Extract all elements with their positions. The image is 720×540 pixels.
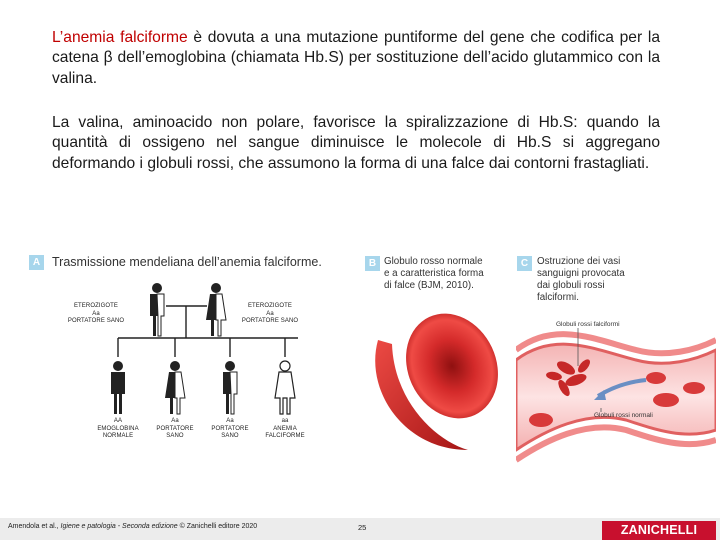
parent-left-label: ETEROZIGOTE Aa PORTATORE SANO [67,303,125,324]
child-carrier-male-figure [223,361,237,414]
intro-text: è dovuta a una mutazione puntiforme del gene che codifica per la catena β dell’emoglobina (chiamata Hb.S) per sostituzione dell’acido glutammico con la valina. [52,29,660,87]
parent-female-figure [206,283,226,336]
zanichelli-logo: ZANICHELLI [602,521,716,540]
child-sickle-female-figure [275,361,295,414]
panel-a-caption: Trasmissione mendeliana dell’anemia falciforme. [52,255,322,269]
child-carrier-female-figure [165,361,185,414]
term-highlight: L’anemia falciforme [52,29,188,46]
parent-right-label: ETEROZIGOTE Aa PORTATORE SANO [241,303,299,324]
red-blood-cells-illustration [364,300,512,480]
child-2-label: Aa PORTATORE SANO [156,418,194,439]
child-1-label: AA EMOGLOBINA NORMALE [97,418,139,439]
panel-a-tag: A [29,255,44,270]
child-4-label: aa ANEMIA FALCIFORME [265,418,305,439]
child-aa-normal-figure [111,361,125,414]
panel-c-caption: Ostruzione dei vasi sanguigni provocata dai globuli rossi falciformi. [537,256,625,303]
parent-male-figure [150,283,164,336]
page-number: 25 [358,523,367,532]
valina-paragraph: La valina, aminoacido non polare, favorisce la spiralizzazione di Hb.S: quando la quantità di ossigeno nel sangue diminuisce le molecole di Hb.S si aggregano deformando i globuli rossi, che assumono la forma di una falce dai contorni frastagliati. [52,114,660,172]
label-normal-cells: Globuli rossi normali [594,412,653,419]
panel-c-tag: C [517,256,532,271]
intro-paragraph [52,28,660,89]
footer-citation: Amendola et al., Igiene e patologia - Seconda edizione © Zanichelli editore 2020 [8,523,258,530]
label-sickle-cells: Globuli rossi falciformi [556,321,620,328]
child-3-label: Aa PORTATORE SANO [211,418,249,439]
panel-b-caption: Globulo rosso normale e a caratteristica forma di falce (BJM, 2010). [384,256,484,291]
panel-b-tag: B [365,256,380,271]
